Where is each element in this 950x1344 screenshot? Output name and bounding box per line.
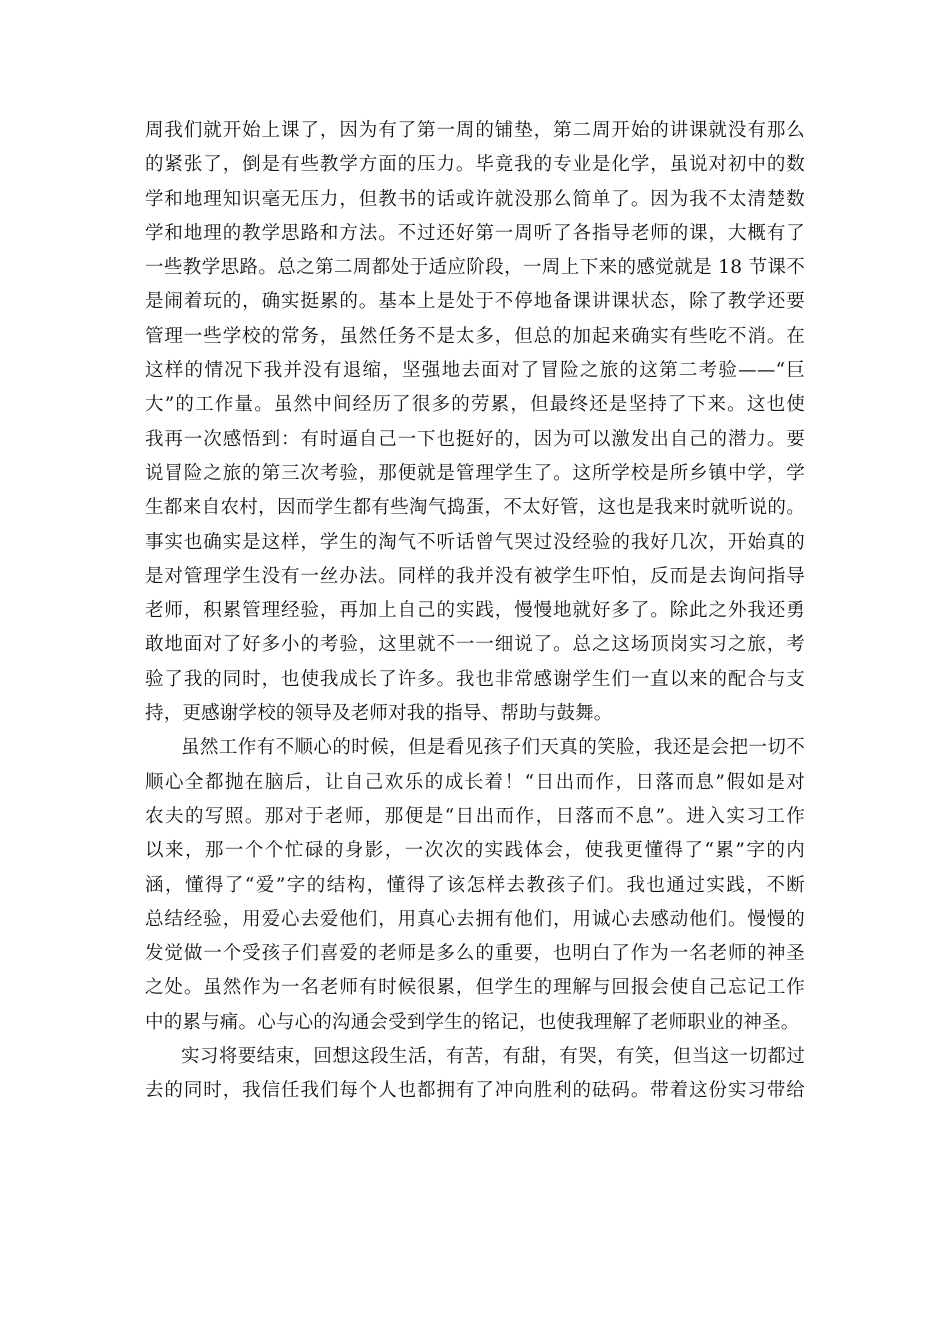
text-line: 顺心全都抛在脑后，让自己欢乐的成长着！“日出而作，日落而息”假如是对 — [145, 771, 805, 793]
text-line: 实习将要结束，回想这段生活，有苦，有甜，有哭，有笑，但当这一切都过 — [181, 1046, 805, 1068]
text-line: 是对管理学生没有一丝办法。同样的我并没有被学生吓怕，反而是去询问指导 — [145, 565, 805, 587]
text-line: 一些教学思路。总之第二周都处于适应阶段，一周上下来的感觉就是 18 节课不 — [145, 257, 805, 279]
document-body — [145, 114, 805, 1109]
text-line: 生都来自农村，因而学生都有些淘气捣蛋，不太好管，这也是我来时就听说的。 — [145, 497, 805, 519]
text-line: 持，更感谢学校的领导及老师对我的指导、帮助与鼓舞。 — [145, 703, 613, 725]
text-line: 周我们就开始上课了，因为有了第一周的铺垫，第二周开始的讲课就没有那么 — [145, 120, 805, 141]
text-line: 的紧张了，倒是有些教学方面的压力。毕竟我的专业是化学，虽说对初中的数 — [145, 154, 805, 176]
text-line: 发觉做一个受孩子们喜爱的老师是多么的重要，也明白了作为一名老师的神圣 — [145, 943, 805, 965]
text-line: 之处。虽然作为一名老师有时候很累，但学生的理解与回报会使自己忘记工作 — [145, 977, 805, 999]
text-line: 这样的情况下我并没有退缩，坚强地去面对了冒险之旅的这第二考验——“巨 — [145, 360, 805, 382]
text-line: 我再一次感悟到：有时逼自己一下也挺好的，因为可以激发出自己的潜力。要 — [145, 428, 805, 450]
text-line: 说冒险之旅的第三次考验，那便就是管理学生了。这所学校是所乡镇中学，学 — [145, 462, 805, 484]
text-line: 中的累与痛。心与心的沟通会受到学生的铭记，也使我理解了老师职业的神圣。 — [145, 1011, 800, 1033]
text-line: 验了我的同时，也使我成长了许多。我也非常感谢学生们一直以来的配合与支 — [145, 668, 805, 690]
text-line: 敢地面对了好多小的考验，这里就不一一细说了。总之这场顶岗实习之旅，考 — [145, 634, 805, 656]
text-line: 涵，懂得了“爱”字的结构，懂得了该怎样去教孩子们。我也通过实践，不断 — [145, 874, 805, 896]
text-line: 学和地理的教学思路和方法。不过还好第一周听了各指导老师的课，大概有了 — [145, 222, 805, 244]
text-line: 以来，那一个个忙碌的身影，一次次的实践体会，使我更懂得了“累”字的内 — [145, 840, 805, 862]
text-line: 老师，积累管理经验，再加上自己的实践，慢慢地就好多了。除此之外我还勇 — [145, 600, 805, 622]
paragraph — [145, 114, 805, 731]
text-line: 事实也确实是这样，学生的淘气不听话曾气哭过没经验的我好几次，开始真的 — [145, 531, 805, 553]
paragraph — [145, 731, 805, 1040]
text-line: 管理一些学校的常务，虽然任务不是太多，但总的加起来确实有些吃不消。在 — [145, 325, 805, 347]
text-line: 学和地理知识毫无压力，但教书的话或许就没那么简单了。因为我不太清楚数 — [145, 188, 805, 210]
text-line: 虽然工作有不顺心的时候，但是看见孩子们天真的笑脸，我还是会把一切不 — [181, 737, 805, 759]
text-line: 大”的工作量。虽然中间经历了很多的劳累，但最终还是坚持了下来。这也使 — [145, 394, 805, 416]
paragraph — [145, 1040, 805, 1109]
text-line: 去的同时，我信任我们每个人也都拥有了冲向胜利的砝码。带着这份实习带给 — [145, 1080, 805, 1102]
text-line: 总结经验，用爱心去爱他们，用真心去拥有他们，用诚心去感动他们。慢慢的 — [145, 908, 805, 930]
text-line: 是闹着玩的，确实挺累的。基本上是处于不停地备课讲课状态，除了教学还要 — [145, 291, 805, 313]
text-line: 农夫的写照。那对于老师，那便是“日出而作，日落而不息”。进入实习工作 — [145, 805, 805, 827]
